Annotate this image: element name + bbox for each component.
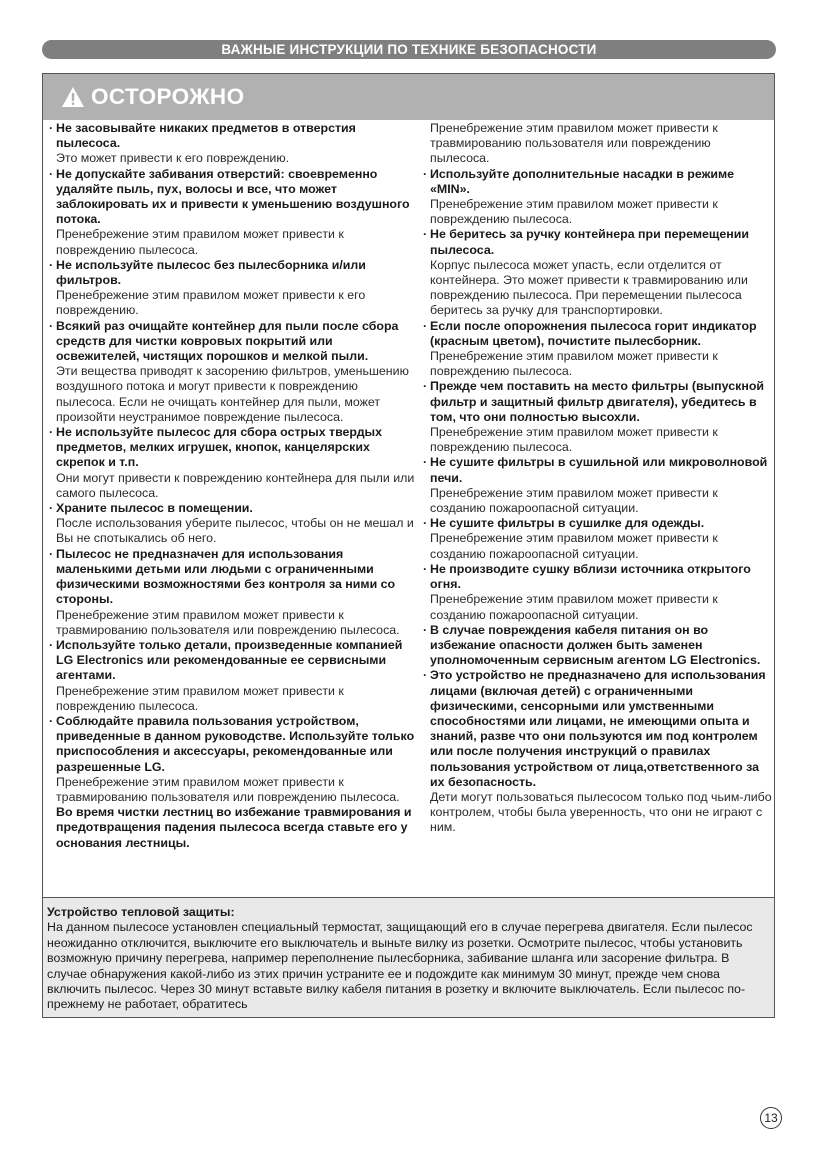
instruction-title: Пылесос не предназначен для использования маленькими детьми или людьми с ограниченными физическими возможностями без контроля за ними со стороны. [56, 546, 396, 607]
instruction-title: Используйте дополнительные насадки в режиме «MIN». [430, 166, 735, 196]
instruction-description: Пренебрежение этим правилом может привести к повреждению пылесоса. [56, 683, 344, 713]
bullet-icon: · [49, 637, 54, 652]
instruction-item [49, 547, 416, 638]
bullet-icon: · [423, 516, 428, 531]
instruction-description: Пренебрежение этим правилом может привести к созданию пожароопасной ситуации. [430, 531, 718, 561]
instruction-title: В случае повреждения кабеля питания он во избежание опасности должен быть заменен уполномоченным сервисным агентом LG Electronics. [430, 622, 761, 668]
instruction-item [423, 121, 773, 167]
instruction-title: Если после опорожнения пылесоса горит индикатор (красным цветом), почистите пылесборник. [430, 318, 757, 348]
instruction-description: Пренебрежение этим правилом может привести к повреждению пылесоса. [430, 425, 718, 455]
instruction-item [49, 121, 416, 167]
instruction-title: Не допускайте забивания отверстий: своевременно удаляйте пыль, пух, волосы и все, что может заблокировать их и привести к уменьшению воздушного потока. [56, 166, 410, 227]
bullet-icon: · [423, 561, 428, 576]
instruction-item [423, 455, 773, 516]
bullet-icon: · [423, 318, 428, 333]
instruction-description: Пренебрежение этим правилом может привести к травмированию пользователя или повреждению пылесоса. [430, 121, 718, 166]
instruction-description: Пренебрежение этим правилом может привести к созданию пожароопасной ситуации. [430, 485, 718, 516]
bullet-icon: · [423, 379, 428, 394]
instruction-description: После использования уберите пылесос, чтобы он не мешал и Вы не спотыкались об него. [56, 516, 414, 546]
left-column [49, 121, 416, 851]
instruction-item [423, 623, 773, 669]
instruction-description: Они могут привести к повреждению контейнера для пыли или самого пылесоса. [56, 470, 415, 500]
bullet-icon: · [49, 318, 54, 333]
bullet-icon: · [49, 166, 54, 181]
instruction-item [49, 501, 416, 547]
instruction-item [423, 227, 773, 318]
caution-banner [43, 74, 774, 120]
instructions-columns [43, 121, 774, 898]
instruction-description: Пренебрежение этим правилом может привести к травмированию пользователя или повреждению пылесоса. [56, 607, 400, 637]
instruction-title: Прежде чем поставить на место фильтры (выпускной фильтр и защитный фильтр двигателя), убедитесь в том, что они полностью высохли. [430, 379, 765, 424]
instruction-item [423, 516, 773, 562]
instruction-description: Пренебрежение этим правилом может привести к травмированию пользователя или повреждению пылесоса. [56, 774, 400, 804]
instruction-item [49, 425, 416, 501]
instruction-title: Храните пылесос в помещении. [56, 501, 253, 516]
instruction-item [49, 258, 416, 319]
instruction-title: Не используйте пылесос без пылесборника и/или фильтров. [56, 257, 366, 288]
instruction-item [49, 319, 416, 425]
instruction-title: Во время чистки лестниц во избежание травмирования и предотвращения падения пылесоса всегда ставьте его у основания лестницы. [56, 805, 412, 850]
instruction-item [49, 638, 416, 714]
instruction-title: Не производите сушку вблизи источника открытого огня. [430, 561, 751, 592]
instruction-item [49, 167, 416, 258]
thermal-text: На данном пылесосе установлен специальный термостат, защищающий его в случае перегрева двигателя. Если пылесос неожиданно отключится, выключите его выключатель и выньте вилку из розетки. Осмотрите пылесос, чтобы установить возможную причину перегрева, например переполнение пылесборника, забивание шланга или засорение фильтра. В случае обнаружения какой-либо из этих причин устраните ее и подождите как минимум 30 минут, прежде чем снова включить пылесос. Через 30 минут вставьте вилку кабеля питания в розетку и включите выключатель. Если пылесос по-прежнему не работает, обратитесь [47, 920, 753, 1012]
instruction-description: Пренебрежение этим правилом может привести к повреждению пылесоса. [430, 197, 718, 227]
instruction-title: Соблюдайте правила пользования устройством, приведенные в данном руководстве. Используйте только приспособления и аксессуары, рекомендованные или разрешенные LG. [56, 713, 415, 774]
bullet-icon: · [423, 166, 428, 181]
thermal-protection-section [43, 898, 774, 1017]
page-number: 13 [760, 1107, 782, 1129]
bullet-icon: · [423, 622, 428, 637]
instruction-description: Дети могут пользоваться пылесосом только под чьим-либо контролем, чтобы была уверенность, что они не играют с ним. [430, 789, 772, 835]
bullet-icon: · [49, 501, 54, 516]
instruction-item [423, 319, 773, 380]
instruction-description: Корпус пылесоса может упасть, если отделится от контейнера. Это может привести к травмированию или повреждению пылесоса. При перемещении пылесоса беритесь за ручку для транспортировки. [430, 257, 748, 318]
instruction-title: Используйте только детали, произведенные компанией LG Electronics или рекомендованные ее сервисными агентами. [56, 637, 403, 683]
caution-title [61, 84, 244, 110]
instruction-item [423, 379, 773, 455]
section-header: ВАЖНЫЕ ИНСТРУКЦИИ ПО ТЕХНИКЕ БЕЗОПАСНОСТИ [42, 40, 776, 59]
instruction-item [49, 714, 416, 805]
bullet-icon: · [49, 257, 54, 272]
right-column [423, 121, 773, 836]
instruction-title: Не сушите фильтры в сушильной или микроволновой печи. [430, 455, 768, 485]
instruction-description: Это может привести к его повреждению. [56, 151, 290, 166]
instruction-title: Не сушите фильтры в сушилке для одежды. [430, 516, 705, 531]
instruction-item [49, 805, 416, 851]
instruction-item [423, 167, 773, 228]
caution-label: ОСТОРОЖНО [91, 84, 245, 109]
bullet-icon: · [49, 121, 54, 135]
bullet-icon: · [423, 227, 428, 242]
instruction-item [423, 668, 773, 835]
warning-triangle-icon [61, 86, 85, 108]
bullet-icon: · [49, 713, 54, 728]
instruction-title: Не беритесь за ручку контейнера при перемещении пылесоса. [430, 227, 749, 257]
instruction-description: Пренебрежение этим правилом может привести к его повреждению. [56, 288, 366, 318]
instruction-description: Эти вещества приводят к засорению фильтров, уменьшению воздушного потока и могут привести к повреждению пылесоса. Если не очищать контейнер для пыли, может произойти неустранимое повреждение пылесоса. [56, 364, 409, 424]
instruction-description: Пренебрежение этим правилом может привести к созданию пожароопасной ситуации. [430, 592, 718, 622]
instruction-item [423, 562, 773, 623]
instruction-title: Всякий раз очищайте контейнер для пыли после сбора средств для чистки ковровых покрытий или освежителей, чистящих порошков и мелкой пыли. [56, 318, 399, 364]
instruction-title: Это устройство не предназначено для использования лицами (включая детей) с ограниченными физическими, сенсорными или умственными способностями или лицами, не имеющими опыта и знаний, разве что они пользуются им под контролем или после получения инструкций о правилах пользования устройством от лица,ответственного за их безопасность. [430, 668, 766, 789]
instruction-description: Пренебрежение этим правилом может привести к повреждению пылесоса. [430, 349, 718, 379]
instruction-title: Не засовывайте никаких предметов в отверстия пылесоса. [56, 121, 356, 151]
instruction-title: Не используйте пылесос для сбора острых твердых предметов, мелких игрушек, кнопок, канцелярских скрепок и т.п. [56, 425, 383, 470]
instruction-description: Пренебрежение этим правилом может привести к повреждению пылесоса. [56, 227, 344, 257]
bullet-icon: · [49, 425, 54, 440]
bullet-icon: · [423, 455, 428, 470]
caution-frame [42, 73, 775, 1018]
thermal-heading: Устройство тепловой защиты: [47, 905, 235, 919]
bullet-icon: · [423, 668, 428, 683]
bullet-icon: · [49, 546, 54, 561]
